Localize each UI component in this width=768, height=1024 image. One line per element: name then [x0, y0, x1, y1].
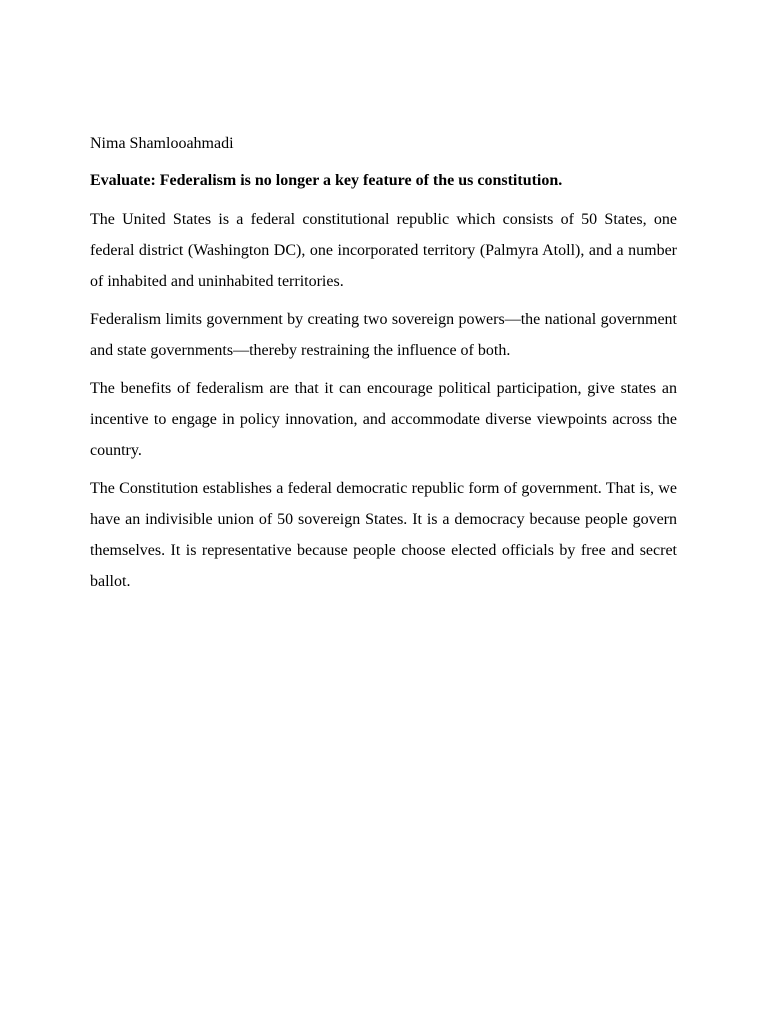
paragraph-3: The benefits of federalism are that it can encourage political participation, give states an incentive to engage in policy innovation, and accommodate diverse viewpoints across the country.: [90, 380, 677, 459]
essay-title: Evaluate: Federalism is no longer a key feature of the us constitution.: [90, 172, 563, 189]
document-page: [90, 130, 677, 604]
paragraph-1: The United States is a federal constitutional republic which consists of 50 States, one federal district (Washington DC), one incorporated territory (Palmyra Atoll), and a number of inhabited and uninhabited territories.: [90, 211, 677, 290]
author-name: Nima Shamlooahmadi: [90, 135, 234, 152]
paragraph-2: Federalism limits government by creating two sovereign powers—the national government and state governments—thereby restraining the influence of both.: [90, 311, 677, 359]
paragraph-4: The Constitution establishes a federal democratic republic form of government. That is, we have an indivisible union of 50 sovereign States. It is a democracy because people govern themselves. It is representative because people choose elected officials by free and secret ballot.: [90, 480, 677, 590]
